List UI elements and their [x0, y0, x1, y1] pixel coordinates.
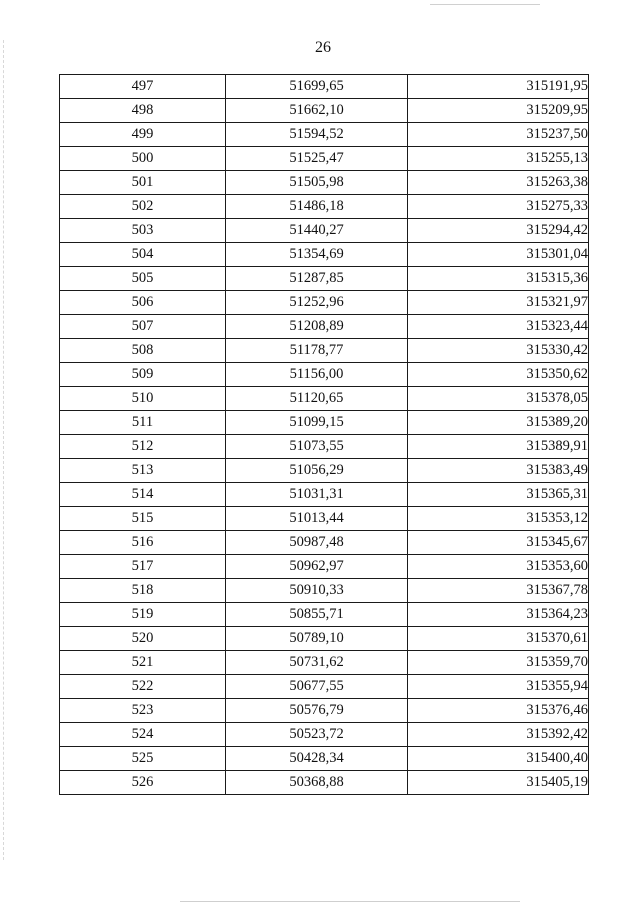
y-coordinate-cell: 315350,62: [408, 363, 589, 387]
table-row: [60, 459, 589, 483]
point-number-cell: 522: [60, 675, 226, 699]
table-row: [60, 483, 589, 507]
page-number: 26: [315, 39, 331, 56]
point-number-cell: 500: [60, 147, 226, 171]
table-row: [60, 243, 589, 267]
table-row: [60, 315, 589, 339]
y-coordinate-cell: 315255,13: [408, 147, 589, 171]
point-number-cell: 511: [60, 411, 226, 435]
point-number-cell: 525: [60, 747, 226, 771]
point-number-cell: 508: [60, 339, 226, 363]
table-row: [60, 579, 589, 603]
x-coordinate-cell: 51287,85: [226, 267, 408, 291]
y-coordinate-cell: 315353,60: [408, 555, 589, 579]
point-number-cell: 509: [60, 363, 226, 387]
x-coordinate-cell: 51178,77: [226, 339, 408, 363]
point-number-cell: 524: [60, 723, 226, 747]
y-coordinate-cell: 315378,05: [408, 387, 589, 411]
x-coordinate-cell: 50368,88: [226, 771, 408, 795]
x-coordinate-cell: 51440,27: [226, 219, 408, 243]
point-number-cell: 513: [60, 459, 226, 483]
y-coordinate-cell: 315400,40: [408, 747, 589, 771]
point-number-cell: 518: [60, 579, 226, 603]
table-row: [60, 603, 589, 627]
x-coordinate-cell: 50987,48: [226, 531, 408, 555]
y-coordinate-cell: 315301,04: [408, 243, 589, 267]
table-row: [60, 747, 589, 771]
point-number-cell: 504: [60, 243, 226, 267]
x-coordinate-cell: 50910,33: [226, 579, 408, 603]
point-number-cell: 502: [60, 195, 226, 219]
x-coordinate-cell: 50962,97: [226, 555, 408, 579]
point-number-cell: 520: [60, 627, 226, 651]
x-coordinate-cell: 51013,44: [226, 507, 408, 531]
y-coordinate-cell: 315405,19: [408, 771, 589, 795]
y-coordinate-cell: 315383,49: [408, 459, 589, 483]
point-number-cell: 501: [60, 171, 226, 195]
x-coordinate-cell: 50731,62: [226, 651, 408, 675]
y-coordinate-cell: 315367,78: [408, 579, 589, 603]
y-coordinate-cell: 315275,33: [408, 195, 589, 219]
coordinates-table-body: [60, 75, 589, 795]
point-number-cell: 516: [60, 531, 226, 555]
point-number-cell: 498: [60, 99, 226, 123]
x-coordinate-cell: 51505,98: [226, 171, 408, 195]
y-coordinate-cell: 315353,12: [408, 507, 589, 531]
table-row: [60, 123, 589, 147]
x-coordinate-cell: 51486,18: [226, 195, 408, 219]
table-row: [60, 531, 589, 555]
point-number-cell: 526: [60, 771, 226, 795]
x-coordinate-cell: 51156,00: [226, 363, 408, 387]
x-coordinate-cell: 51056,29: [226, 459, 408, 483]
scan-edge-bottom: [180, 901, 520, 902]
table-row: [60, 699, 589, 723]
point-number-cell: 515: [60, 507, 226, 531]
x-coordinate-cell: 50789,10: [226, 627, 408, 651]
y-coordinate-cell: 315321,97: [408, 291, 589, 315]
point-number-cell: 506: [60, 291, 226, 315]
x-coordinate-cell: 50428,34: [226, 747, 408, 771]
point-number-cell: 512: [60, 435, 226, 459]
table-row: [60, 75, 589, 99]
point-number-cell: 523: [60, 699, 226, 723]
point-number-cell: 510: [60, 387, 226, 411]
table-row: [60, 171, 589, 195]
y-coordinate-cell: 315345,67: [408, 531, 589, 555]
x-coordinate-cell: 51354,69: [226, 243, 408, 267]
table-row: [60, 339, 589, 363]
x-coordinate-cell: 50523,72: [226, 723, 408, 747]
x-coordinate-cell: 50576,79: [226, 699, 408, 723]
y-coordinate-cell: 315355,94: [408, 675, 589, 699]
y-coordinate-cell: 315389,91: [408, 435, 589, 459]
table-row: [60, 219, 589, 243]
x-coordinate-cell: 51252,96: [226, 291, 408, 315]
point-number-cell: 497: [60, 75, 226, 99]
x-coordinate-cell: 50677,55: [226, 675, 408, 699]
coordinates-table: [59, 74, 589, 795]
y-coordinate-cell: 315237,50: [408, 123, 589, 147]
table-row: [60, 507, 589, 531]
x-coordinate-cell: 51073,55: [226, 435, 408, 459]
y-coordinate-cell: 315191,95: [408, 75, 589, 99]
y-coordinate-cell: 315209,95: [408, 99, 589, 123]
table-row: [60, 627, 589, 651]
x-coordinate-cell: 51031,31: [226, 483, 408, 507]
x-coordinate-cell: 51099,15: [226, 411, 408, 435]
table-row: [60, 651, 589, 675]
x-coordinate-cell: 51208,89: [226, 315, 408, 339]
x-coordinate-cell: 51525,47: [226, 147, 408, 171]
x-coordinate-cell: 51662,10: [226, 99, 408, 123]
table-row: [60, 291, 589, 315]
x-coordinate-cell: 51120,65: [226, 387, 408, 411]
table-row: [60, 675, 589, 699]
y-coordinate-cell: 315263,38: [408, 171, 589, 195]
y-coordinate-cell: 315376,46: [408, 699, 589, 723]
table-row: [60, 771, 589, 795]
point-number-cell: 517: [60, 555, 226, 579]
x-coordinate-cell: 50855,71: [226, 603, 408, 627]
y-coordinate-cell: 315365,31: [408, 483, 589, 507]
point-number-cell: 503: [60, 219, 226, 243]
y-coordinate-cell: 315323,44: [408, 315, 589, 339]
table-row: [60, 435, 589, 459]
point-number-cell: 521: [60, 651, 226, 675]
table-row: [60, 147, 589, 171]
point-number-cell: 505: [60, 267, 226, 291]
y-coordinate-cell: 315359,70: [408, 651, 589, 675]
scan-edge-top: [430, 4, 540, 5]
table-row: [60, 363, 589, 387]
y-coordinate-cell: 315364,23: [408, 603, 589, 627]
x-coordinate-cell: 51594,52: [226, 123, 408, 147]
table-row: [60, 99, 589, 123]
y-coordinate-cell: 315330,42: [408, 339, 589, 363]
table-row: [60, 723, 589, 747]
y-coordinate-cell: 315294,42: [408, 219, 589, 243]
table-row: [60, 195, 589, 219]
x-coordinate-cell: 51699,65: [226, 75, 408, 99]
y-coordinate-cell: 315370,61: [408, 627, 589, 651]
y-coordinate-cell: 315315,36: [408, 267, 589, 291]
table-row: [60, 267, 589, 291]
point-number-cell: 499: [60, 123, 226, 147]
point-number-cell: 507: [60, 315, 226, 339]
table-row: [60, 555, 589, 579]
y-coordinate-cell: 315389,20: [408, 411, 589, 435]
table-row: [60, 387, 589, 411]
table-row: [60, 411, 589, 435]
y-coordinate-cell: 315392,42: [408, 723, 589, 747]
point-number-cell: 519: [60, 603, 226, 627]
scan-edge-left: [3, 40, 4, 860]
point-number-cell: 514: [60, 483, 226, 507]
